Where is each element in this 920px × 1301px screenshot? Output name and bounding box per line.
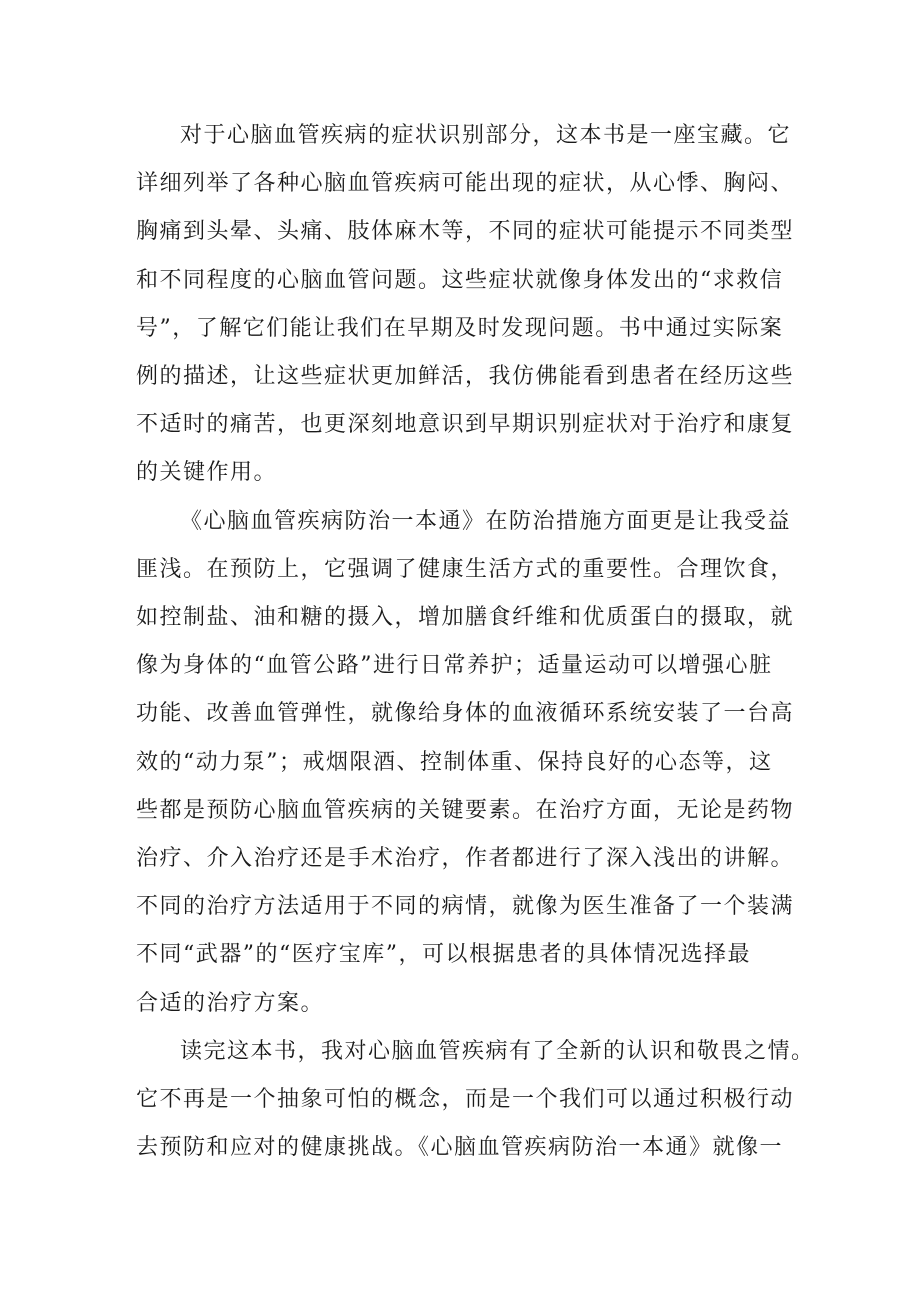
paragraph-symptoms	[136, 112, 796, 498]
text-line: 不适时的痛苦，也更深刻地意识到早期识别症状对于治疗和康复	[136, 412, 795, 438]
text-line: 匪浅。在预防上，它强调了健康生活方式的重要性。合理饮食，	[136, 556, 795, 582]
text-line: 效的“动力泵”；戒烟限酒、控制体重、保持良好的心态等，这	[136, 749, 773, 775]
text-line: 读完这本书，我对心脑血管疾病有了全新的认识和敬畏之情。	[180, 1038, 815, 1064]
text-line: 号”，了解它们能让我们在早期及时发现问题。书中通过实际案	[136, 315, 784, 341]
text-line: 胸痛到头晕、头痛、肢体麻木等，不同的症状可能提示不同类型	[136, 219, 795, 245]
text-line: 不同的治疗方法适用于不同的病情，就像为医生准备了一个装满	[136, 894, 795, 920]
paragraph-prevention-treatment	[136, 498, 796, 1028]
text-line: 《心脑血管疾病防治一本通》在防治措施方面更是让我受益	[180, 508, 792, 534]
text-line: 不同“武器”的“医疗宝库”，可以根据患者的具体情况选择最	[136, 942, 751, 968]
text-line: 的关键作用。	[136, 460, 278, 486]
text-line: 合适的治疗方案。	[136, 990, 325, 1016]
paragraph-conclusion	[136, 1028, 815, 1173]
text-line: 去预防和应对的健康挑战。《心脑血管疾病防治一本通》就像一	[136, 1135, 784, 1161]
text-line: 对于心脑血管疾病的症状识别部分，这本书是一座宝藏。它	[180, 123, 792, 148]
text-line: 功能、改善血管弹性，就像给身体的血液循环系统安装了一台高	[136, 701, 795, 727]
text-line: 例的描述，让这些症状更加鲜活，我仿佛能看到患者在经历这些	[136, 364, 795, 390]
text-line: 和不同程度的心脑血管问题。这些症状就像身体发出的“求救信	[136, 267, 784, 293]
text-line: 治疗、介入治疗还是手术治疗，作者都进行了深入浅出的讲解。	[136, 846, 795, 872]
text-line: 它不再是一个抽象可怕的概念，而是一个我们可以通过积极行动	[136, 1087, 795, 1113]
text-line: 些都是预防心脑血管疾病的关键要素。在治疗方面，无论是药物	[136, 797, 795, 823]
text-line: 像为身体的“血管公路”进行日常养护；适量运动可以增强心脏	[136, 653, 773, 679]
document-body	[136, 112, 815, 1172]
text-line: 详细列举了各种心脑血管疾病可能出现的症状，从心悸、胸闷、	[136, 171, 795, 197]
text-line: 如控制盐、油和糖的摄入，增加膳食纤维和优质蛋白的摄取，就	[136, 605, 795, 631]
